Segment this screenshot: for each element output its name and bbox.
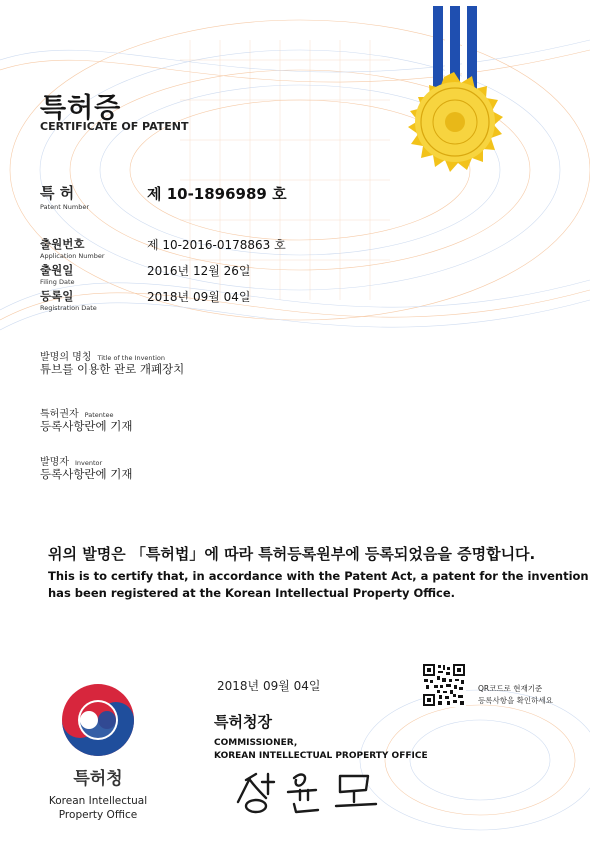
invention-title-label-en: Title of the Invention <box>97 354 165 362</box>
office-name-en-2: Property Office <box>58 809 138 821</box>
filing-date-label <box>40 262 75 286</box>
registration-date-label <box>40 288 97 312</box>
filing-date-label-en: Filing Date <box>40 278 75 286</box>
certification-statement-en-2: has been registered at the Korean Intellectual Property Office. <box>48 586 456 600</box>
patent-number-value: 제 10-1896989 호 <box>147 185 287 203</box>
inventor-label-en: Inventor <box>74 459 103 467</box>
issue-date: 2018년 09월 04일 <box>217 679 321 693</box>
signature-icon <box>236 770 386 816</box>
inventor-value: 등록사항란에 기재 <box>40 467 133 481</box>
invention-title-value: 튜브를 이용한 관로 개폐장치 <box>40 362 185 376</box>
certification-statement-ko: 위의 발명은 「특허법」에 따라 특허등록원부에 등록되었음을 증명합니다. <box>48 545 536 563</box>
patent-number-label-ko: 특 허 <box>40 184 75 202</box>
application-number-label-ko: 출원번호 <box>40 237 85 251</box>
commissioner-title-en-1: COMMISSIONER, <box>214 738 298 748</box>
inventor-label-ko: 발명자 <box>40 457 69 468</box>
certification-statement-en-1: This is to certify that, in accordance with the Patent Act, a patent for the invention <box>48 569 589 583</box>
commissioner-title-en-2: KOREAN INTELLECTUAL PROPERTY OFFICE <box>214 751 428 761</box>
patent-number-label-en: Patent Number <box>40 203 90 211</box>
kipo-logo-icon <box>58 680 138 760</box>
registration-date-label-en: Registration Date <box>40 304 97 312</box>
certificate-title-ko: 특허증 <box>40 93 122 124</box>
invention-title-label-ko: 발명의 명칭 <box>40 352 92 363</box>
patentee-label-ko: 특허권자 <box>40 409 79 420</box>
application-number-value: 제 10-2016-0178863 호 <box>147 238 286 252</box>
office-name-en-1: Korean Intellectual <box>48 795 148 807</box>
application-number-label <box>40 236 105 260</box>
patentee-value: 등록사항란에 기재 <box>40 419 133 433</box>
application-number-label-en: Application Number <box>40 252 105 260</box>
qr-code-icon[interactable] <box>422 663 466 707</box>
qr-note-line2: 등록사항을 확인하세요 <box>478 696 553 705</box>
certificate-title-en: CERTIFICATE OF PATENT <box>40 120 189 133</box>
qr-note-line1: QR코드로 현재기준 <box>478 684 543 693</box>
commissioner-title-ko: 특허청장 <box>214 713 272 731</box>
registration-date-label-ko: 등록일 <box>40 289 74 303</box>
gold-seal-icon <box>378 6 530 218</box>
filing-date-label-ko: 출원일 <box>40 263 74 277</box>
office-name-ko: 특허청 <box>73 769 123 789</box>
patentee-label-en: Patentee <box>84 411 114 419</box>
registration-date-value: 2018년 09월 04일 <box>147 290 251 304</box>
patent-number-label <box>40 182 89 211</box>
filing-date-value: 2016년 12월 26일 <box>147 264 251 278</box>
